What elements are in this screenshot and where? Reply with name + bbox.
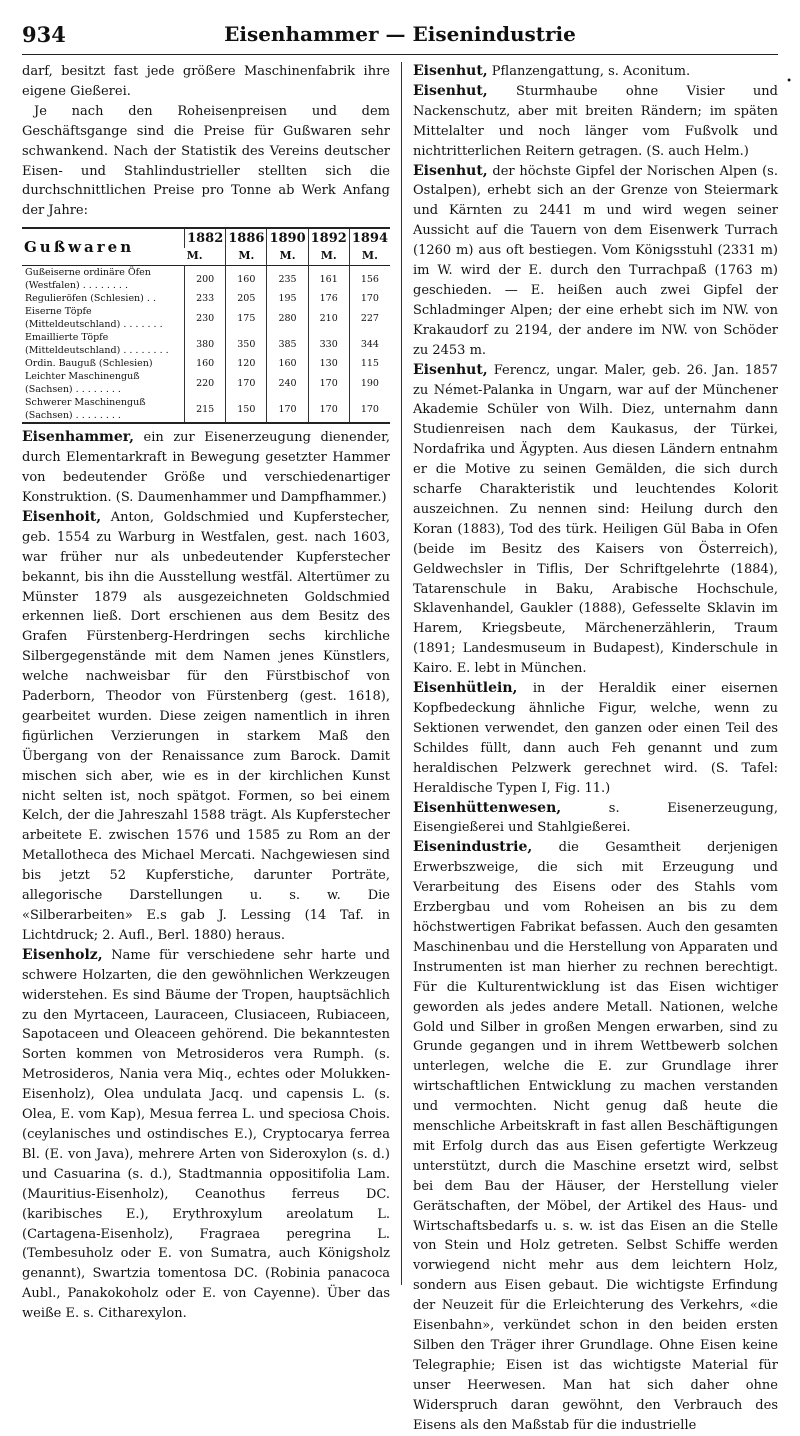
cell: 115 — [349, 357, 390, 370]
cell: 215 — [185, 396, 226, 423]
cell: 350 — [226, 331, 267, 357]
cell: 233 — [185, 292, 226, 305]
cell: 344 — [349, 331, 390, 357]
entry-text: Sturmhaube ohne Visier und Nackenschutz, aber mit breiten Rändern; im späten Mittelalter und noch länger vom Fußvolk und nichtritterlichen Reitern getragen. (S. auch Helm.) — [413, 83, 778, 159]
cell: 210 — [308, 305, 349, 331]
row-label: Schwerer Maschinenguß (Sachsen) . . . . . . . . — [25, 397, 146, 422]
left-column — [22, 62, 390, 1322]
entry-eisenhut-helmet — [413, 82, 778, 162]
year-header: 1892 — [308, 228, 349, 248]
cell: 160 — [226, 266, 267, 293]
entry-headword: Eisenhüttenwesen, — [413, 799, 562, 816]
cell: 195 — [267, 292, 308, 305]
entry-text: Pflanzengattung, s. Aconitum. — [491, 64, 691, 79]
entry-eisenhuettenwesen — [413, 799, 778, 839]
entry-eisenhut-plant — [413, 62, 778, 82]
cell: 170 — [349, 396, 390, 423]
price-table — [22, 227, 390, 424]
cell: 227 — [349, 305, 390, 331]
entry-eisenhut-painter — [413, 361, 778, 680]
cell: 230 — [185, 305, 226, 331]
entry-text: in der Heraldik einer eisernen Kopfbedeckung ähnliche Figur, welche, wenn zu Sektionen verwendet, den ganzen oder einen Teil des Schildes füllt, dann auch Feh genannt und zum heraldischen Pelzwerk gerechnet wird. (S. Tafel: Heraldische Typen I, Fig. 11.) — [413, 681, 778, 796]
table-label: Gußwaren — [24, 237, 135, 256]
year-header: 1886 — [226, 228, 267, 248]
entry-eisenhammer — [22, 428, 390, 508]
cell: 220 — [185, 370, 226, 396]
cell: 170 — [349, 292, 390, 305]
entry-eisenholz — [22, 946, 390, 1324]
entry-headword: Eisenholz, — [22, 946, 103, 963]
table-row — [22, 331, 390, 357]
entry-text: Anton, Goldschmied und Kupferstecher, geb. 1554 zu Warburg in Westfalen, gest. nach 1603, war früher nur als unbedeutender Kupferstecher bekannt, bis ihn die Ausstellung westfäl. Altertümer zu Münster 1879 als ausgezeichneten Goldschmied erkennen ließ. Dort erschienen aus dem Besitz des Grafen Fürstenberg-Herdringen sechs kirchliche Silbergegenstände mit dem Namen jenes Künstlers, welche nachweisbar für den Fürstbischof von Paderborn, Theodor von Fürstenberg (gest. 1618), gearbeitet wurden. Diese zeigen namentlich in ihren figürlichen Verzierungen in starkem Maß den Übergang von der Renaissance zum Barock. Damit mischen sich aber, wie es in der kirchlichen Kunst nicht selten ist, noch spätgot. Formen, so bei einem Kelch, der die Jahreszahl 1588 trägt. Als Kupferstecher arbeitete E. zwischen 1576 und 1585 zu Rom an der Metallotheca des Michael Mercati. Nachgewiesen sind bis jetzt 52 Kupferstiche, darunter Porträte, allegorische Darstellungen u. s. w. Die «Silberarbeiten» E.s gab J. Lessing (14 Taf. in Lichtdruck; 2. Aufl., Berl. 1880) heraus. — [22, 509, 390, 943]
cell: 150 — [226, 396, 267, 423]
page-header — [22, 22, 778, 55]
year-header: 1890 — [267, 228, 308, 248]
entry-eisenindustrie — [413, 838, 778, 1435]
year-header: 1882 — [185, 228, 226, 248]
cell: 240 — [267, 370, 308, 396]
paragraph: darf, besitzt fast jede größere Maschinenfabrik ihre eigene Gießerei. — [22, 64, 390, 99]
row-label: Eiserne Töpfe (Mitteldeutschland) . . . . . . . — [25, 306, 163, 331]
entry-text: s. Eisenerzeugung, Eisengießerei und Stahlgießerei. — [413, 800, 778, 836]
entry-eisenhuetlein — [413, 679, 778, 798]
cell: 280 — [267, 305, 308, 331]
table-row — [22, 305, 390, 331]
cell: 170 — [308, 370, 349, 396]
running-title: Eisenhammer — Eisenindustrie — [224, 22, 576, 46]
unit-header: M. — [186, 249, 203, 263]
year-header: 1894 — [349, 228, 390, 248]
cell: 170 — [308, 396, 349, 423]
paragraph: Je nach den Roheisenpreisen und dem Geschäftsgange sind die Preise für Gußwaren sehr schwankend. Nach der Statistik des Vereins deutscher Eisen- und Stahlindustrieller stellten sich die durchschnittlichen Preise pro Tonne ab Werk Anfang der Jahre: — [22, 103, 390, 219]
row-label: Ordin. Bauguß (Schlesien) — [25, 358, 153, 370]
entry-text: die Gesamtheit derjenigen Erwerbszweige, die sich mit Erzeugung und Verarbeitung des Eisens oder des Stahls vom Erzbergbau und vom Roheisen an bis zu dem höchstwertigen Fabrikat befassen. Auch den gesamten Maschinenbau und die Herstellung von Apparaten und Instrumenten ist man hierher zu rechnen berechtigt. Für die Kulturentwicklung ist das Eisen wichtiger geworden als jedes andere Metall. Nationen, welche Gold und Silber in großen Mengen erwarben, sind zu Grunde gegangen und in ihrem Wettbewerb solchen unterlegen, welche die E. zur Grundlage ihrer wirtschaftlichen Entwicklung zu machen verstanden und vermochten. Nicht genug daß heute die menschliche Arbeitskraft in fast allen Beschäftigungen mit Erfolg durch das aus Eisen gefertigte Werkzeug unterstützt, durch die Maschine ersetzt wird, selbst bei dem Bau der Häuser, der Herstellung vieler Gerätschaften, der Möbel, der Artikel des Haus- und Wirtschaftsbedarfs u. s. w. ist das Eisen an die Stelle von Stein und Holz getreten. Selbst Schiffe werden vorwiegend nicht mehr aus dem leichtern Holz, sondern aus Eisen gebaut. Die wichtigste Erfindung der Neuzeit für die Erleichterung des Verkehrs, «die Eisenbahn», verkündet schon in den beiden ersten Silben den Träger ihrer Grundlage. Ohne Eisen keine Telegraphie; Eisen ist das wichtigste Material für unser Heerwesen. Man hat sich daher ohne Widerspruch daran gewöhnt, den Verbrauch des Eisens als den Maßstab für die industrielle — [413, 840, 778, 1433]
entry-headword: Eisenhut, — [413, 82, 488, 99]
right-column — [413, 62, 778, 1433]
table-row — [22, 292, 390, 305]
cell: 170 — [226, 370, 267, 396]
table-row — [22, 396, 390, 423]
row-label: Gußeiserne ordinäre Öfen (Westfalen) . . . . . . . . — [25, 267, 151, 292]
cell: 235 — [267, 266, 308, 293]
entry-text: der höchste Gipfel der Norischen Alpen (s. Ostalpen), erhebt sich an der Grenze von Steiermark und Kärnten zu 2441 m und wird wegen seiner Aussicht auf die Tauern von dem Eisenwerk Turrach (1260 m) aus oft bestiegen. Vom Königsstuhl (2331 m) im W. wird der E. durch den Turrachpaß (1763 m) geschieden. — E. heißen auch zwei Gipfel der Schladminger Alpen; der eine erhebt sich im NW. von Krakaudorf zu 2194, der andere im NW. von Schöder zu 2453 m. — [413, 163, 778, 358]
unit-header: M. — [267, 248, 308, 266]
cell: 120 — [226, 357, 267, 370]
entry-headword: Eisenhut, — [413, 63, 488, 79]
entry-headword: Eisenhammer, — [22, 429, 134, 446]
entry-headword: Eisenhut, — [413, 361, 488, 378]
cell: 156 — [349, 266, 390, 293]
table-row — [22, 357, 390, 370]
cell: 200 — [185, 266, 226, 293]
cell: 190 — [349, 370, 390, 396]
cell: 380 — [185, 331, 226, 357]
row-label: Regulieröfen (Schlesien) . . — [25, 293, 156, 305]
unit-header: M. — [349, 248, 390, 266]
cell: 160 — [185, 357, 226, 370]
table-row — [22, 370, 390, 396]
entry-text: Name für verschiedene sehr harte und schwere Holzarten, die den gewöhnlichen Werkzeugen widerstehen. Es sind Bäume der Tropen, hauptsächlich zu den Myrtaceen, Lauraceen, Clusiaceen, Rubiaceen, Sapotaceen und Oleaceen gehörend. Die bekanntesten Sorten kommen von Metrosideros vera Rumph. (s. Metrosideros, Nania vera Miq., echtes oder Molukken-Eisenholz), Olea undulata Jacq. und capensis L. (s. Olea, E. vom Kap), Mesua ferrea L. und speciosa Chois. (ceylanisches und ostindisches E.), Cryptocarya ferrea Bl. (E. von Java), mehrere Arten von Sideroxylon (s. d.) und Casuarina (s. d.), Stadtmannia oppositifolia Lam. (Mauritius-Eisenholz), Ceanothus ferreus DC. (karibisches E.), Erythroxylum areolatum L. (Cartagena-Eisenholz), Fragraea peregrina L. (Tembesuholz oder E. von Sumatra, auch Königsholz genannt), Swartzia tomentosa DC. (Robinia panacoca Aubl., Panakokoholz oder E. von Cayenne). Über das weiße E. s. Citharexylon. — [22, 947, 390, 1322]
cell: 176 — [308, 292, 349, 305]
cell: 160 — [267, 357, 308, 370]
unit-header: M. — [226, 248, 267, 266]
margin-mark: • — [786, 76, 792, 87]
entry-headword: Eisenhoit, — [22, 508, 102, 525]
cell: 205 — [226, 292, 267, 305]
entry-eisenhut-mountain — [413, 162, 778, 361]
cell: 330 — [308, 331, 349, 357]
cell: 130 — [308, 357, 349, 370]
cell: 161 — [308, 266, 349, 293]
entry-headword: Eisenhut, — [413, 162, 488, 179]
unit-header: M. — [308, 248, 349, 266]
row-label: Emaillierte Töpfe (Mitteldeutschland) . . . . . . . . — [25, 332, 169, 357]
cell: 170 — [267, 396, 308, 423]
table-row — [22, 266, 390, 293]
cell: 175 — [226, 305, 267, 331]
entry-text: ein zur Eisenerzeugung dienender, durch Elementarkraft in Bewegung gesetzter Hammer von bedeutender Größe und verschiedenartiger Konstruktion. (S. Daumenhammer und Dampfhammer.) — [22, 430, 390, 505]
column-divider — [401, 62, 402, 1285]
entry-text: Ferencz, ungar. Maler, geb. 26. Jan. 1857 zu Német-Palanka in Ungarn, war auf der Münchener Akademie Schüler von Wilh. Diez, unternahm dann Studienreisen nach dem Kaukasus, der Türkei, Nordafrika und Ägypten. Aus diesen Ländern entnahm er die Motive zu seinen Gemälden, die sich durch scharfe Charakteristik und leuchtendes Kolorit auszeichnen. Zu nennen sind: Heilung durch den Koran (1883), Tod des türk. Heiligen Gül Baba in Ofen (beide im Besitz des Kaisers von Österreich), Geldwechsler in Tiflis, Der Schriftgelehrte (1884), Tatarenschule in Baku, Arabische Hochschule, Sklavenhandel, Gaukler (1888), Gefesselte Sklavin im Harem, Kriegsbeute, Märchenerzählerin, Traum (1891; Landesmuseum in Budapest), Kinderschule in Kairo. E. lebt in München. — [413, 362, 778, 677]
page-number: 934 — [22, 22, 66, 47]
entry-headword: Eisenindustrie, — [413, 839, 533, 856]
cell: 385 — [267, 331, 308, 357]
entry-headword: Eisenhütlein, — [413, 680, 518, 697]
row-label: Leichter Maschinenguß (Sachsen) . . . . . . . . — [25, 371, 140, 396]
entry-eisenhoit — [22, 508, 390, 946]
